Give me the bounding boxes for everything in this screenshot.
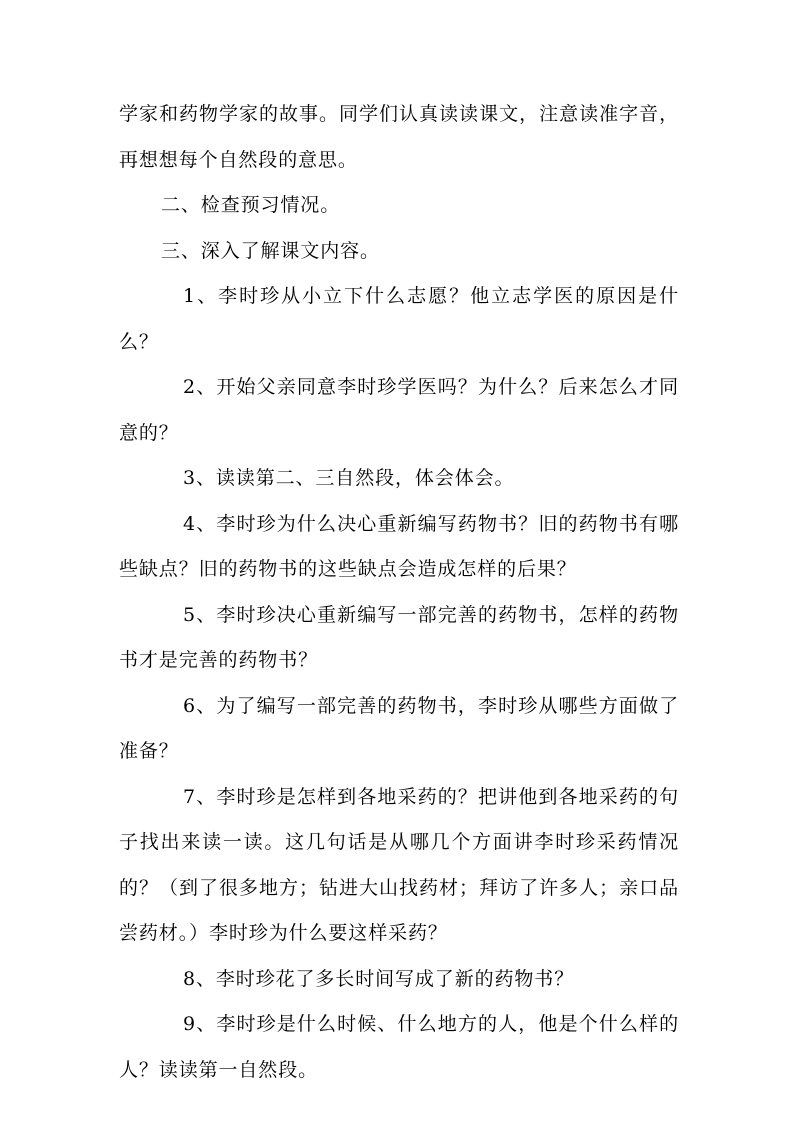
question-5: 5、李时珍决心重新编写一部完善的药物书，怎样的药物书才是完善的药物书？ — [119, 603, 679, 671]
paragraph-intro-continuation: 学家和药物学家的故事。同学们认真读读课文，注意读准字音，再想想每个自然段的意思。 — [119, 103, 679, 171]
question-6: 6、为了编写一部完善的药物书，李时珍从哪些方面做了准备？ — [119, 694, 679, 762]
question-1: 1、李时珍从小立下什么志愿？他立志学医的原因是什么？ — [119, 285, 679, 353]
document-body — [119, 92, 679, 1093]
question-2: 2、开始父亲同意李时珍学医吗？为什么？后来怎么才同意的？ — [119, 376, 679, 444]
question-3: 3、读读第二、三自然段，体会体会。 — [183, 467, 515, 489]
section-heading-check-preview: 二、检查预习情况。 — [161, 194, 341, 216]
question-7: 7、李时珍是怎样到各地采药的？把讲他到各地采药的句子找出来读一读。这几句话是从哪几个方面讲李时珍采药情况的？（到了很多地方；钻进大山找药材；拜访了许多人；亲口品尝药材。）李时珍为什么要这样采药？ — [119, 785, 679, 944]
question-8: 8、李时珍花了多长时间写成了新的药物书？ — [183, 967, 575, 990]
section-heading-understand-text: 三、深入了解课文内容。 — [161, 239, 380, 262]
question-4: 4、李时珍为什么决心重新编写药物书？旧的药物书有哪些缺点？旧的药物书的这些缺点会造成怎样的后果？ — [119, 512, 679, 580]
question-9: 9、李时珍是什么时候、什么地方的人，他是个什么样的人？读读第一自然段。 — [119, 1013, 679, 1081]
